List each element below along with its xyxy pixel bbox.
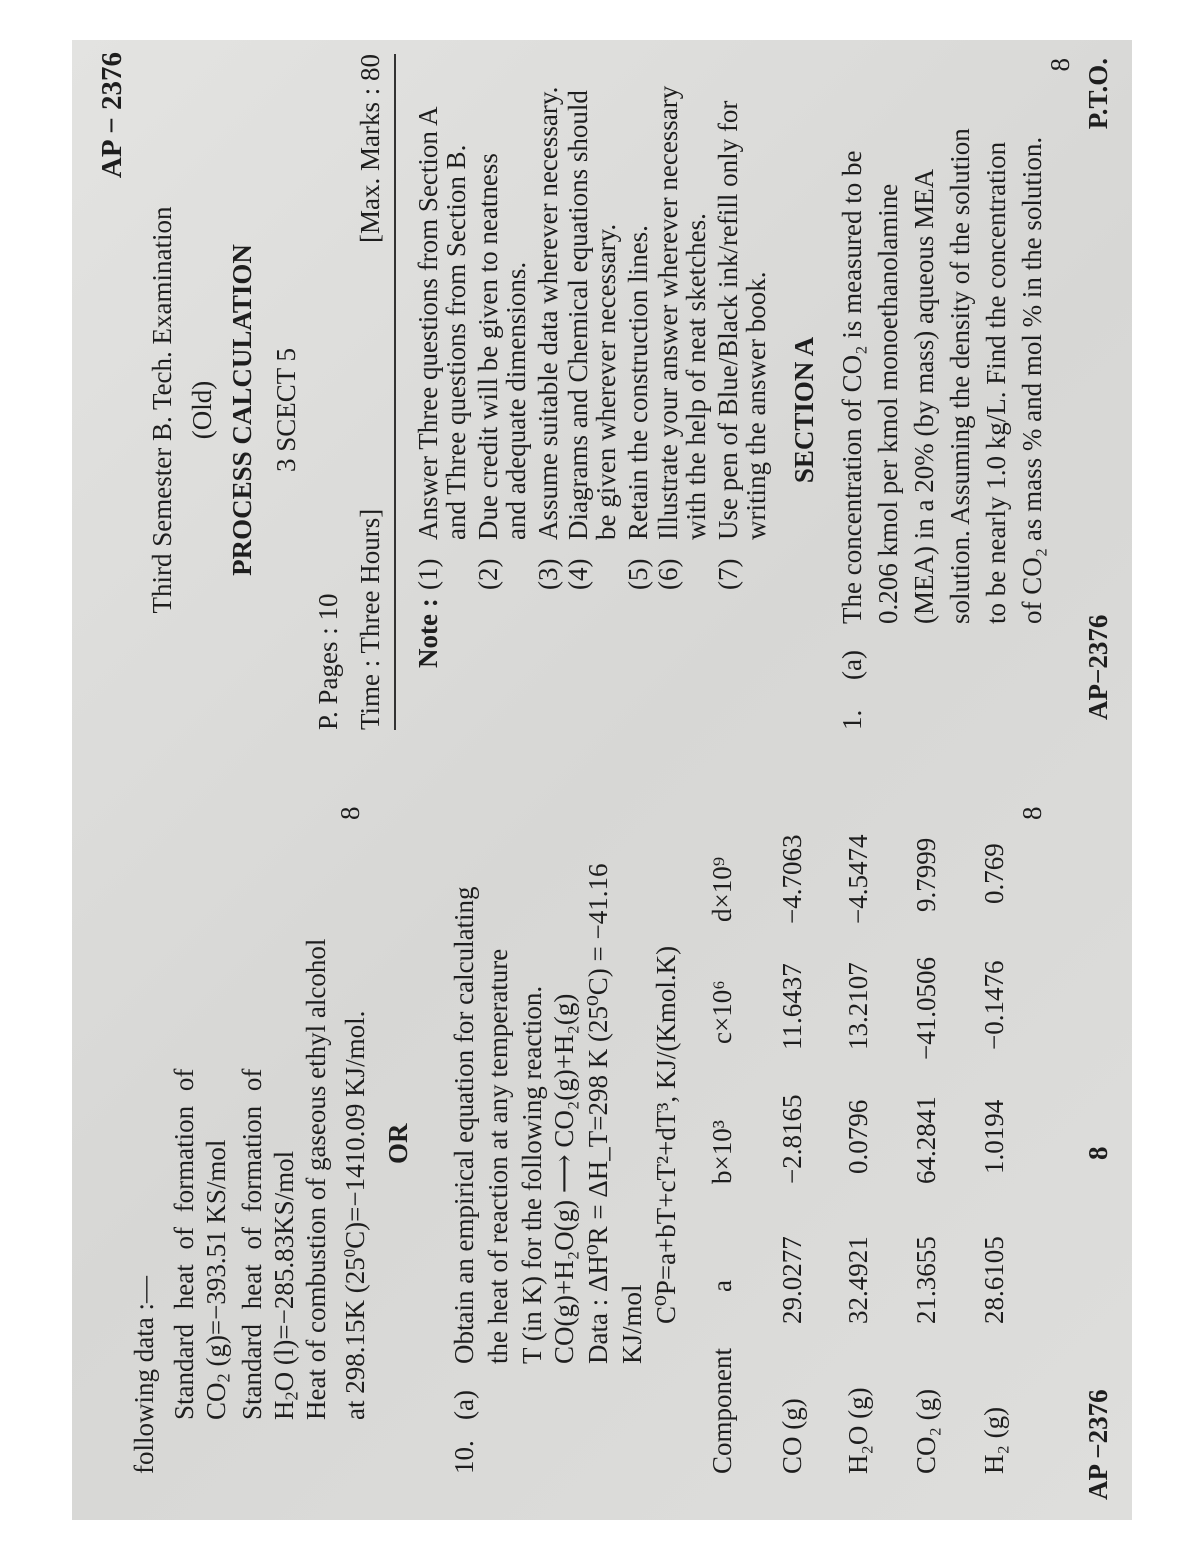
- data-line-6: at 298.15K $(25^0C)=-1410.09$ KJ/mol.: [340, 1010, 371, 1420]
- note-5-number: (5): [623, 558, 653, 590]
- scheme-code: 3 SCECT 5: [271, 347, 301, 473]
- paper-code: AP − 2376: [96, 52, 128, 179]
- q10-line-1: Obtain an empirical equation for calculating: [449, 886, 479, 1364]
- right-page: [72, 40, 1132, 780]
- note-6-line-2: with the help of neat sketches.: [681, 213, 711, 540]
- data-line-1: Standard heat of formation of: [169, 1068, 199, 1420]
- table-row-h2o-component: H₂O (g): [843, 1387, 873, 1474]
- left-footer-code: AP −2376: [1083, 1389, 1113, 1500]
- note-7-number: (7): [713, 558, 743, 590]
- time-allowed: Time : Three Hours]: [355, 508, 385, 730]
- q10-line-6: KJ/mol: [617, 1284, 647, 1364]
- table-row-h2-a: 28.6105: [979, 1236, 1009, 1324]
- note-4-line-2: be given wherever necessary.: [591, 223, 621, 540]
- rotated-spread: [72, 40, 1132, 1520]
- q1-line-6: of CO₂ as mass % and mol % in the solution.: [1017, 136, 1047, 624]
- table-row-co-component: CO (g): [777, 1398, 807, 1474]
- data-line-3: Standard heat of formation of: [237, 1068, 267, 1420]
- note-3-number: (3): [533, 558, 563, 590]
- q1-line-3: (MEA) in a 20% (by mass) aqueous MEA: [909, 168, 939, 624]
- note-7-line-1: Use pen of Blue/Black ink/refill only for: [713, 100, 743, 540]
- intro-text: following data :—: [129, 1276, 159, 1474]
- table-row-h2o-a: 32.4921: [843, 1236, 873, 1324]
- table-row-h2-d: 0.769: [979, 843, 1009, 904]
- note-4-line-1: Diagrams and Chemical equations should: [563, 90, 593, 540]
- old-label: (Old): [187, 380, 217, 440]
- note-6-line-1: Illustrate your answer wherever necessary: [653, 85, 683, 540]
- marks-top: 8: [335, 806, 365, 820]
- section-a-heading: SECTION A: [789, 336, 819, 484]
- q1-line-2: 0.206 kmol per kmol monoethanolamine: [873, 183, 903, 624]
- note-3-line-1: Assume suitable data wherever necessary.: [533, 86, 563, 540]
- pto-label: P.T.O.: [1083, 58, 1113, 130]
- q1-line-4: solution. Assuming the density of the solution: [945, 128, 975, 624]
- left-page: [72, 780, 1132, 1520]
- q10-line-2: the heat of reaction at any temperature: [483, 948, 513, 1364]
- table-row-co2-a: 21.3655: [911, 1236, 941, 1324]
- note-1-line-1: Answer Three questions from Section A: [413, 106, 443, 540]
- table-row-co2-c: −41.0506: [911, 957, 941, 1060]
- note-2-line-2: and adequate dimensions.: [501, 261, 531, 540]
- table-row-h2o-c: 13.2107: [843, 962, 873, 1050]
- q1-line-1: The concentration of CO₂ is measured to be: [837, 150, 867, 624]
- q1-line-5: to be nearly 1.0 kg/L. Find the concentration: [981, 141, 1011, 624]
- table-row-co2-component: CO₂ (g): [911, 1388, 941, 1474]
- table-row-co2-b: 64.2841: [911, 1096, 941, 1184]
- data-line-2: $CO_2$ (g)=−393.51 KS/mol: [201, 1139, 234, 1420]
- table-header-a: a: [707, 1280, 737, 1292]
- table-header-component: Component: [707, 1348, 737, 1474]
- q1-number: 1.: [837, 709, 867, 730]
- table-row-co-a: 29.0277: [777, 1236, 807, 1324]
- table-row-h2-c: −0.1476: [979, 960, 1009, 1050]
- table-row-h2o-b: 0.0796: [843, 1099, 873, 1174]
- table-row-co-d: −4.7063: [777, 834, 807, 924]
- q10-line-5: Data : ΔH⁰R = ΔH_T=298 K (25⁰C) = −41.16: [583, 863, 613, 1364]
- q1-part: (a): [837, 650, 867, 680]
- marks-bottom: 8: [1017, 806, 1047, 820]
- note-2-line-1: Due credit will be given to neatness: [473, 153, 503, 540]
- scanned-sheet: [72, 40, 1132, 1520]
- table-row-co-b: −2.8165: [777, 1094, 807, 1184]
- note-label: Note :: [413, 598, 443, 668]
- table-row-co2-d: 9.7999: [911, 837, 941, 912]
- note-6-number: (6): [653, 558, 683, 590]
- q10-line-7: C⁰P=a+bT+cT²+dT³, KJ/(Kmol.K): [651, 945, 681, 1324]
- table-row-h2-b: 1.0194: [979, 1099, 1009, 1174]
- right-footer-code: AP−2376: [1083, 614, 1113, 720]
- q10-number: 10.: [449, 1440, 479, 1474]
- subject-title: PROCESS CALCULATION: [227, 244, 257, 576]
- table-header-b: b×10³: [707, 1120, 737, 1184]
- q1-marks: 8: [1045, 58, 1075, 72]
- header-rule: [394, 54, 396, 730]
- note-1-number: (1): [413, 558, 443, 590]
- note-2-number: (2): [473, 558, 503, 590]
- data-line-5: Heat of combustion of gaseous ethyl alcohol: [301, 938, 331, 1420]
- note-1-line-2: and Three questions from Section B.: [441, 144, 471, 540]
- exam-title: Third Semester B. Tech. Examination: [147, 206, 177, 614]
- q10-line-4: CO(g)+H₂O(g) ⟶ CO₂(g)+H₂(g): [549, 993, 579, 1364]
- left-footer-page: 8: [1083, 1146, 1113, 1160]
- data-line-4: $H_2O$ (l)=−285.83KS/mol: [269, 1150, 302, 1420]
- table-header-d: d×10⁹: [707, 856, 737, 922]
- max-marks: [Max. Marks : 80: [355, 54, 385, 243]
- q10-line-3: T (in K) for the following reaction.: [517, 985, 547, 1364]
- table-row-h2o-d: −4.5474: [843, 834, 873, 924]
- table-row-co-c: 11.6437: [777, 963, 807, 1050]
- table-row-h2-component: H₂ (g): [979, 1406, 1009, 1474]
- note-7-line-2: writing the answer book.: [741, 271, 771, 540]
- note-4-number: (4): [563, 558, 593, 590]
- table-header-c: c×10⁶: [707, 980, 737, 1044]
- note-5-line-1: Retain the construction lines.: [623, 225, 653, 540]
- q10-part: (a): [449, 1390, 479, 1420]
- pages-count: P. Pages : 10: [313, 593, 343, 730]
- or-label: OR: [383, 1123, 413, 1164]
